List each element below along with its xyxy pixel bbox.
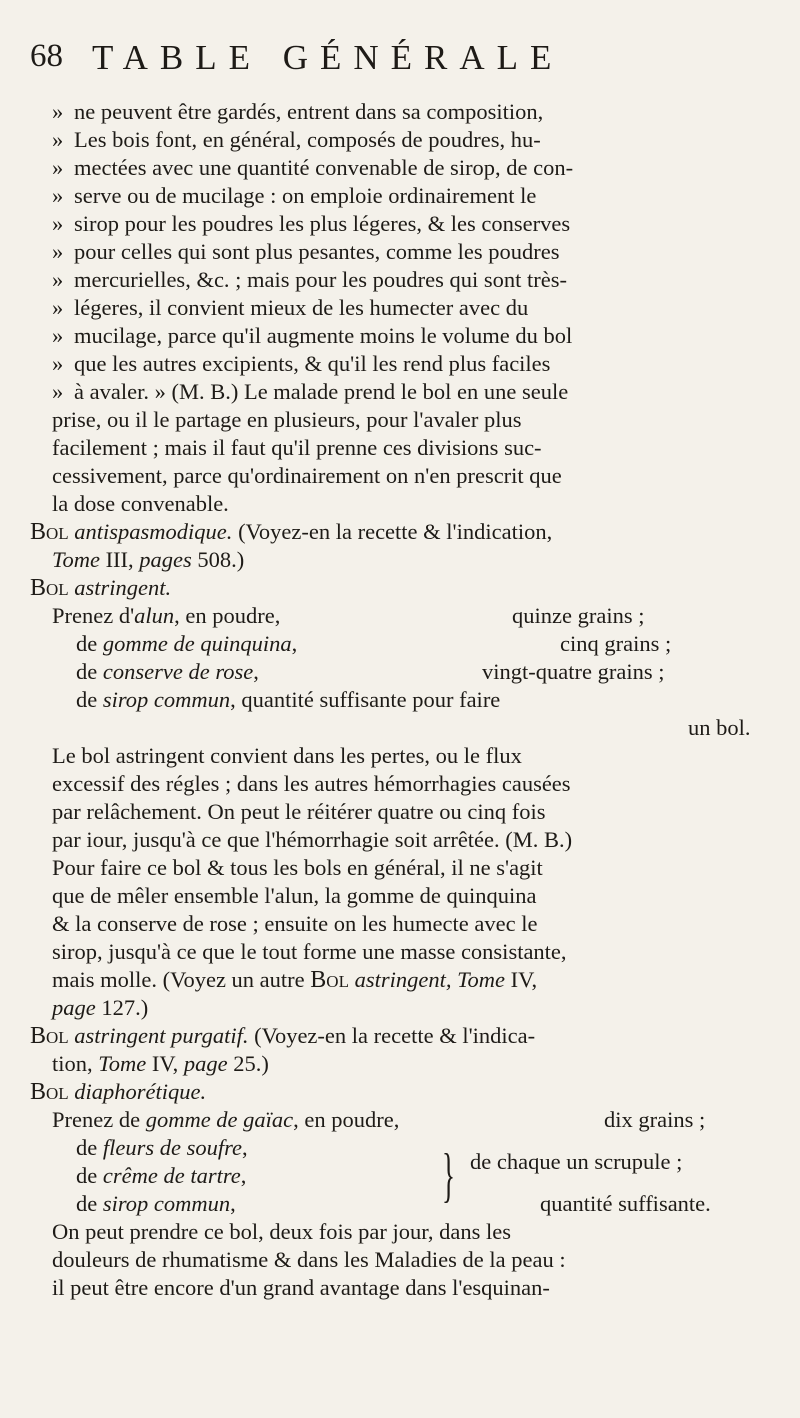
text-line: » que les autres excipients, & qu'il les rend plus faciles — [52, 351, 551, 376]
text-line: » mercurielles, &c. ; mais pour les poudres qui sont très- — [52, 267, 568, 292]
text-line: que de mêler ensemble l'alun, la gomme de quinquina — [52, 883, 537, 908]
recipe-quantity: dix grains ; — [604, 1107, 706, 1132]
text-line: page 127.) — [52, 995, 149, 1020]
text-line: » Les bois font, en général, composés de poudres, hu- — [52, 127, 541, 152]
text-line: excessif des régles ; dans les autres hémorrhagies causées — [52, 771, 571, 796]
brace-mark: } — [442, 1142, 455, 1208]
entry-reference: Tome III, pages 508.) — [52, 547, 245, 572]
recipe-quantity: de chaque un scrupule ; — [470, 1149, 683, 1174]
text-line: facilement ; mais il faut qu'il prenne ces divisions suc- — [52, 435, 542, 460]
text-line: » mectées avec une quantité convenable de sirop, de con- — [52, 155, 574, 180]
page-header — [30, 38, 770, 88]
text-line: sirop, jusqu'à ce que le tout forme une masse consistante, — [52, 939, 567, 964]
text-line: mais molle. (Voyez un autre Bol astringent, Tome IV, — [52, 967, 538, 993]
text-line: la dose convenable. — [52, 491, 229, 516]
recipe-line: de gomme de quinquina, — [76, 631, 298, 656]
recipe-quantity: quinze grains ; — [512, 603, 645, 628]
text-line: par iour, jusqu'à ce que l'hémorrhagie soit arrêtée. (M. B.) — [52, 827, 573, 852]
text-line: & la conserve de rose ; ensuite on les humecte avec le — [52, 911, 538, 936]
text-line: il peut être encore d'un grand avantage dans l'esquinan- — [52, 1275, 550, 1300]
recipe-line: de conserve de rose, — [76, 659, 259, 684]
text-line: Le bol astringent convient dans les pertes, ou le flux — [52, 743, 522, 768]
entry-reference: tion, Tome IV, page 25.) — [52, 1051, 269, 1076]
entry-bol-diaphoretique: Bol diaphorétique. — [30, 1079, 207, 1105]
entry-bol-astringent-purgatif: Bol astringent purgatif. (Voyez-en la recette & l'indica- — [30, 1023, 536, 1049]
entry-bol-astringent: Bol astringent. — [30, 575, 172, 601]
recipe-line: Prenez de gomme de gaïac, en poudre, — [52, 1107, 400, 1132]
running-title: TABLE GÉNÉRALE — [92, 38, 564, 77]
recipe-quantity: vingt-quatre grains ; — [482, 659, 665, 684]
recipe-line: de fleurs de soufre, — [76, 1135, 248, 1160]
recipe-line: Prenez d'alun, en poudre, — [52, 603, 281, 628]
text-line: Pour faire ce bol & tous les bols en général, il ne s'agit — [52, 855, 543, 880]
text-line: » ne peuvent être gardés, entrent dans sa composition, — [52, 99, 544, 124]
text-line: cessivement, parce qu'ordinairement on n'en prescrit que — [52, 463, 562, 488]
text-line: » à avaler. » (M. B.) Le malade prend le bol en une seule — [52, 379, 569, 404]
recipe-quantity: cinq grains ; — [560, 631, 672, 656]
page-number: 68 — [30, 38, 63, 74]
text-line: On peut prendre ce bol, deux fois par jour, dans les — [52, 1219, 511, 1244]
entry-bol-antispasmodique: Bol antispasmodique. (Voyez-en la recette & l'indication, — [30, 519, 553, 545]
text-line: prise, ou il le partage en plusieurs, pour l'avaler plus — [52, 407, 522, 432]
text-line: » légeres, il convient mieux de les humecter avec du — [52, 295, 529, 320]
recipe-quantity: quantité suffisante. — [540, 1191, 711, 1216]
text-line: par relâchement. On peut le réitérer quatre ou cinq fois — [52, 799, 546, 824]
text-line: » mucilage, parce qu'il augmente moins le volume du bol — [52, 323, 573, 348]
text-line: » serve ou de mucilage : on emploie ordinairement le — [52, 183, 537, 208]
text-line: » pour celles qui sont plus pesantes, comme les poudres — [52, 239, 560, 264]
text-line: » sirop pour les poudres les plus légeres, & les conserves — [52, 211, 571, 236]
recipe-line: de sirop commun, quantité suffisante pour faire — [76, 687, 501, 712]
text-line: douleurs de rhumatisme & dans les Maladies de la peau : — [52, 1247, 566, 1272]
recipe-line: de crême de tartre, — [76, 1163, 247, 1188]
recipe-line: de sirop commun, — [76, 1191, 236, 1216]
recipe-line: un bol. — [688, 715, 751, 740]
